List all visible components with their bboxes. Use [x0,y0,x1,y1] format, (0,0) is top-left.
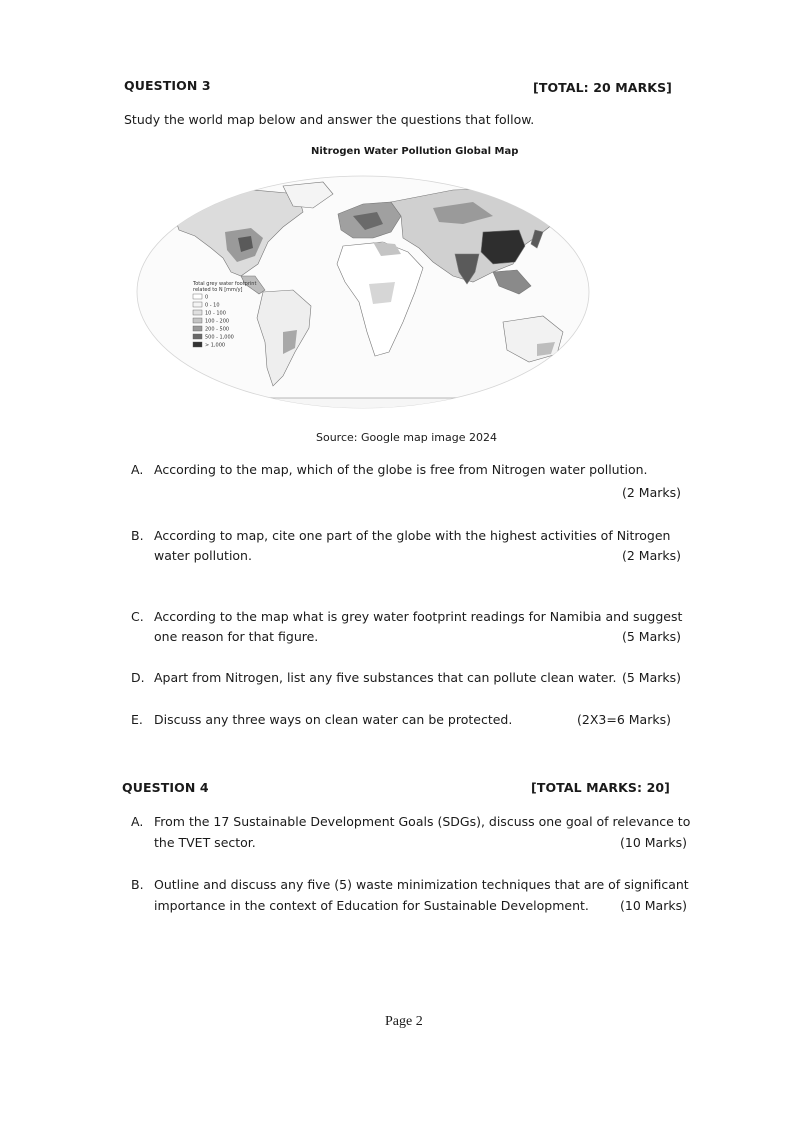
item-marks: (2 Marks) [622,548,682,563]
item-letter: E. [131,712,143,727]
item-text-line2: importance in the context of Education for Sustainable Development. [154,898,589,913]
legend-swatch [193,302,202,307]
legend-title-line2: related to N [mm/y] [193,287,243,293]
item-marks: (2X3=6 Marks) [577,712,671,727]
item-letter: C. [131,609,144,624]
item-letter: D. [131,670,145,685]
map-source: Source: Google map image 2024 [316,431,497,444]
item-text: According to the map what is grey water footprint readings for Namibia and suggest [154,609,683,624]
world-map [133,172,593,412]
item-marks: (5 Marks) [622,670,682,685]
item-marks: (10 Marks) [620,835,687,850]
legend-label: 0 [205,294,209,301]
item-text-line2: the TVET sector. [154,835,256,850]
question-3-total: [TOTAL: 20 MARKS] [533,80,672,95]
item-text: Discuss any three ways on clean water can be protected. [154,712,513,727]
item-marks: (2 Marks) [622,485,682,500]
legend-label: 200 - 500 [205,326,230,333]
legend-swatch [193,334,202,339]
legend-swatch [193,342,202,347]
question-3-intro: Study the world map below and answer the questions that follow. [124,112,535,127]
item-marks: (5 Marks) [622,629,682,644]
legend-swatch [193,318,202,323]
legend-label: 500 - 1,000 [205,334,234,341]
legend-label: 100 - 200 [205,318,230,325]
item-text: Outline and discuss any five (5) waste minimization techniques that are of significant [154,877,689,892]
legend-label: 10 - 100 [205,310,226,317]
item-text: According to the map, which of the globe is free from Nitrogen water pollution. [154,462,648,477]
legend-swatch [193,326,202,331]
question-3-heading: QUESTION 3 [124,78,211,93]
legend-title-line1: Total grey water footprint [193,281,257,287]
item-letter: B. [131,528,144,543]
page-number: Page 2 [385,1014,423,1029]
legend-swatch [193,310,202,315]
item-text: Apart from Nitrogen, list any five substances that can pollute clean water. [154,670,617,685]
legend-swatch [193,294,202,299]
item-text: According to map, cite one part of the globe with the highest activities of Nitrogen [154,528,671,543]
legend-label: > 1,000 [205,342,226,349]
item-letter: B. [131,877,144,892]
item-letter: A. [131,814,144,829]
legend-label: 0 - 10 [205,302,220,309]
item-letter: A. [131,462,144,477]
item-text: From the 17 Sustainable Development Goals (SDGs), discuss one goal of relevance to [154,814,691,829]
map-title: Nitrogen Water Pollution Global Map [311,146,519,157]
item-text-line2: one reason for that figure. [154,629,319,644]
item-marks: (10 Marks) [620,898,687,913]
question-4-total: [TOTAL MARKS: 20] [531,780,670,795]
item-text-line2: water pollution. [154,548,252,563]
question-4-heading: QUESTION 4 [122,780,209,795]
